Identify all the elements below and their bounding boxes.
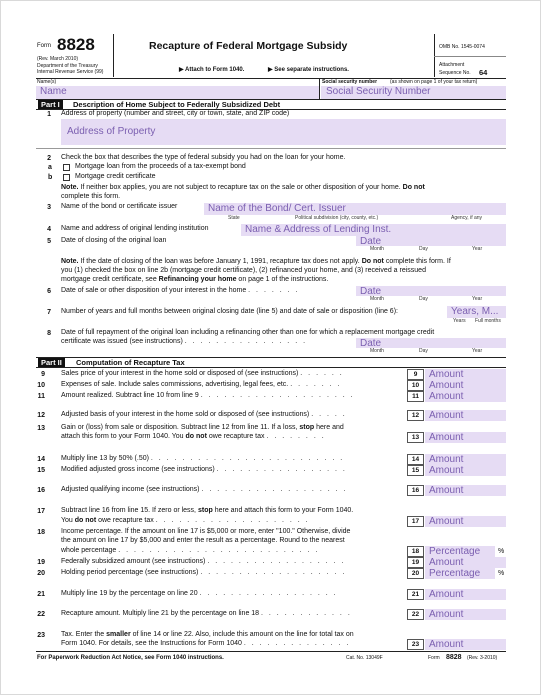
line2b-checkbox[interactable] bbox=[63, 174, 70, 181]
department-line1: Department of the Treasury bbox=[37, 63, 98, 69]
name-input[interactable]: Name bbox=[36, 86, 319, 99]
note1-line2: complete this form. bbox=[61, 193, 121, 200]
line16-label: Adjusted qualifying income (see instructions) . . . . . . . . . . . . . . . . . . . bbox=[61, 486, 348, 493]
line2-label: Check the box that describes the type of federal subsidy you had on the loan for your home. bbox=[61, 154, 346, 161]
line22-amount-input[interactable]: Amount bbox=[425, 609, 506, 620]
omb-number: OMB No. 1545-0074 bbox=[439, 44, 485, 50]
line18-percent-sign: % bbox=[498, 548, 505, 555]
lender-input[interactable]: Name & Address of Lending Inst. bbox=[241, 224, 506, 236]
line3-label: Name of the bond or certificate issuer bbox=[61, 203, 178, 210]
sequence-number: 64 bbox=[479, 68, 488, 77]
line14-label: Multiply line 13 by 50% (.50) . . . . . . . . . . . . . . . . . . . . . . . . . bbox=[61, 455, 345, 462]
line19-amount-input[interactable]: Amount bbox=[425, 557, 506, 568]
ssn-note: (as shown on page 1 of your tax return) bbox=[390, 79, 478, 85]
note2-line1: Note. If the date of closing of the loan was before January 1, 1991, recapture tax does not apply. Do not complete this form. If bbox=[61, 258, 451, 265]
footer-form-label: Form bbox=[428, 655, 440, 661]
line15-amount-input[interactable]: Amount bbox=[425, 465, 506, 476]
line20-percentage-input[interactable]: Percentage bbox=[425, 568, 495, 579]
line17-label-1: Subtract line 16 from line 15. If zero or less, stop here and attach this form to your Form 1040. bbox=[61, 507, 354, 514]
line6-label: Date of sale or other disposition of your interest in the home . . . . . . . bbox=[61, 287, 300, 294]
part1-label: Part I bbox=[38, 100, 63, 110]
footer-form-number: 8828 bbox=[446, 654, 462, 661]
line2a-checkbox[interactable] bbox=[63, 164, 70, 171]
paperwork-notice: For Paperwork Reduction Act Notice, see Form 1040 instructions. bbox=[37, 655, 224, 661]
line9-amount-input[interactable]: Amount bbox=[425, 369, 506, 380]
sequence-label: Sequence No. bbox=[439, 70, 471, 76]
footer-revision: (Rev. 3-2010) bbox=[467, 655, 498, 661]
line17-amount-input[interactable]: Amount bbox=[425, 516, 506, 527]
line11-amount-input[interactable]: Amount bbox=[425, 391, 506, 402]
ssn-input[interactable]: Social Security Number bbox=[321, 86, 506, 99]
revision-date: (Rev. March 2010) bbox=[37, 56, 79, 62]
line15-label: Modified adjusted gross income (see instructions) . . . . . . . . . . . . . . . . . bbox=[61, 466, 347, 473]
line13-amount-input[interactable]: Amount bbox=[425, 432, 506, 443]
note1-line1: Note. If neither box applies, you are not subject to recapture tax on the sale or other disposition of your home. Do not bbox=[61, 184, 425, 191]
line9-label: Sales price of your interest in the home sold or disposed of (see instructions) . . . . . . bbox=[61, 370, 344, 377]
line10-amount-input[interactable]: Amount bbox=[425, 380, 506, 391]
line13-label-1: Gain or (loss) from sale or disposition. Subtract line 12 from line 11. If a loss, stop here and bbox=[61, 424, 344, 431]
line8-label-2: certificate was issued (see instructions) . . . . . . . . . . . . . . . . bbox=[61, 338, 308, 345]
note2-line3: mortgage credit certificate, see Refinancing your home on page 1 of the instructions. bbox=[61, 276, 329, 283]
line11-label: Amount realized. Subtract line 10 from line 9 . . . . . . . . . . . . . . . . . . . . bbox=[61, 392, 355, 399]
line10-label: Expenses of sale. Include sales commissions, advertising, legal fees, etc. . . . . . . . bbox=[61, 381, 342, 388]
line13-label-2: attach this form to your Form 1040. You do not owe recapture tax . . . . . . . . bbox=[61, 433, 326, 440]
names-label: Name(s) bbox=[37, 79, 57, 85]
form-page: Form 8828 (Rev. March 2010) Department of the Treasury Internal Revenue Service (99) Recapture of Federal Mortgage Subsidy ▶ Attach to Form 1040. ▶ See separate instructions. OMB No. 1545-0074 Attachment Sequence No. 64 Name(s) Social security number (as shown on page 1 of your tax return) Name Social Security Number Part I Description of Home Subject to Federally Subsidized Debt 1 Address of property (number and street, city or town, state, and ZIP code) Address of Property 2 Check the box that describes the type of federal subsidy you had on the loan for your home. a Mortgage loan from the proceeds of a tax-exempt bond b Mortgage credit certificate Note. If neither box applies, you are not subject to recapture tax on the sale or other disposition of your home. Do not complete this form. 3 Name of the bond or certificate issuer Name of the Bond/ Cert. Issuer State Political subdivision (city, county, etc.) Agency, if any 4 Name and address of original lending institution Name & Address of Lending Inst. 5 Date of closing of the original loan Date Month Day Year Note. If the date of closing of the loan was before January 1, 1991, recapture tax does not apply. Do not complete this form. If you (1) checked the box on line 2b (mortgage credit certificate), (2) refinanced your home, and (3) received a reissued mortgage credit certificate, see Refinancing your home on page 1 of the instructions. 6 Date of sale or other disposition of your interest in the home . . . . . . . Date Month Day Year 7 Number of years and full months between original closing date (line 5) and date of sale or disposition (line 6): Years, M... Years Full months 8 Date of full repayment of the original loan including a refinancing other than one for which a replacement mortgage credit certificate was issued (see instructions) . . . . . . . . . . . . . . . . Date Month Day Year Part II Computation of Recapture Tax 9 Sales price of your interest in the home sold or disposed of (see instructions) . . . . . . 9 Amount 10 Expenses of sale. Include sales commissions, advertising, legal fees, etc. . . . . . . . 10 Amount 11 Amount realized. Subtract line 10 from line 9 . . . . . . . . . . . . . . . . . . . . 11 Amount 12 Adjusted basis of your interest in the home sold or disposed of (see instructions) . . . . . 12 Amount 13 Gain or (loss) from sale or disposition. Subtract line 12 from line 11. If a loss, stop here and attach this form to your Form 1040. You do not owe recapture tax . . . . . . . . 13 Amount 14 Multiply line 13 by 50% (.50) . . . . . . . . . . . . . . . . . . . . . . . . . 14 Amount 15 Modified adjusted gross income (see instructions) . . . . . . . . . . . . . . . . . 15 Amount 16 Adjusted qualifying income (see instructions) . . . . . . . . . . . . . . . . . . . 16 Amount 17 Subtract line 16 from line 15. If zero or less, stop here and attach this form to your Form 1040. You do not owe recapture tax . . . . . . . . . . . . . . . . . . . . 17 Amount 18 Income percentage. If the amount on line 17 is $5,000 or more, enter "100." Otherwise, divide the amount on line 17 by $5,000 and enter the result as a percentage. Round to the nearest whole percentage . . . . . . . . . . . . . . . . . . . . . . . . . . 18 Percentage % 19 Federally subsidized amount (see instructions) . . . . . . . . . . . . . . . . . . 19 Amount 20 Holding period percentage (see instructions) . . . . . . . . . . . . . . . . . . . 20 Percentage % 21 Multiply line 19 by the percentage on line 20 . . . . . . . . . . . . . . . . . . 21 Amount 22 Recapture amount. Multiply line 21 by the percentage on line 18 . . . . . . . . . . . . 22 Amount 23 Tax. Enter the smaller of line 14 or line 22. Also, include this amount on the line for total tax on Form 1040. For details, see the Instructions for Form 1040 . . . . . . . . . . . . . . 23 Amount For Paperwork Reduction Act Notice, see Form 1040 instructions. Cat. No. 13049F Form 8828 (Rev. 3-2010) bbox=[0, 0, 541, 695]
line14-amount-input[interactable]: Amount bbox=[425, 454, 506, 465]
form-number: 8828 bbox=[57, 35, 95, 54]
form-label: Form bbox=[37, 43, 51, 49]
line18-label-3: whole percentage . . . . . . . . . . . . . . . . . . . . . . . . . . bbox=[61, 547, 320, 554]
note2-line2: you (1) checked the box on line 2b (mortgage credit certificate), (2) refinanced your home, and (3) received a reissued bbox=[61, 267, 426, 274]
line20-percent-sign: % bbox=[498, 570, 505, 577]
years-months-input[interactable]: Years, M... bbox=[447, 306, 506, 318]
line5-label: Date of closing of the original loan bbox=[61, 237, 167, 244]
line18-percentage-input[interactable]: Percentage bbox=[425, 546, 495, 557]
line2b-label: Mortgage credit certificate bbox=[75, 173, 156, 180]
line19-label: Federally subsidized amount (see instructions) . . . . . . . . . . . . . . . . . . bbox=[61, 558, 346, 565]
line18-label-2: the amount on line 17 by $5,000 and enter the result as a percentage. Round to the nearest bbox=[61, 537, 345, 544]
line23-label-2: Form 1040. For details, see the Instructions for Form 1040 . . . . . . . . . . . . . . bbox=[61, 640, 351, 647]
part2-title: Computation of Recapture Tax bbox=[76, 358, 185, 367]
separate-instructions: ▶ See separate instructions. bbox=[268, 67, 349, 73]
catalog-number: Cat. No. 13049F bbox=[346, 655, 383, 661]
line22-label: Recapture amount. Multiply line 21 by the percentage on line 18 . . . . . . . . . . . . bbox=[61, 610, 352, 617]
line18-label-1: Income percentage. If the amount on line 17 is $5,000 or more, enter "100." Otherwise, divide bbox=[61, 528, 351, 535]
line1-label: Address of property (number and street, city or town, state, and ZIP code) bbox=[61, 110, 290, 117]
attachment-label: Attachment bbox=[439, 62, 465, 68]
issuer-input[interactable]: Name of the Bond/ Cert. Issuer bbox=[204, 203, 506, 215]
line23-label-1: Tax. Enter the smaller of line 14 or line 22. Also, include this amount on the line for total tax on bbox=[61, 631, 354, 638]
line2a-label: Mortgage loan from the proceeds of a tax-exempt bond bbox=[75, 163, 246, 170]
line12-amount-input[interactable]: Amount bbox=[425, 410, 506, 421]
form-title: Recapture of Federal Mortgage Subsidy bbox=[149, 40, 348, 52]
line7-label: Number of years and full months between original closing date (line 5) and date of sale or disposition (line 6): bbox=[61, 308, 398, 315]
line21-amount-input[interactable]: Amount bbox=[425, 589, 506, 600]
line20-label: Holding period percentage (see instructions) . . . . . . . . . . . . . . . . . . . bbox=[61, 569, 347, 576]
part1-title: Description of Home Subject to Federally Subsidized Debt bbox=[73, 100, 281, 109]
attach-instruction: ▶ Attach to Form 1040. bbox=[179, 67, 245, 73]
line23-amount-input[interactable]: Amount bbox=[425, 639, 506, 650]
line16-amount-input[interactable]: Amount bbox=[425, 485, 506, 496]
sale-date-input[interactable]: Date bbox=[356, 286, 506, 296]
line21-label: Multiply line 19 by the percentage on line 20 . . . . . . . . . . . . . . . . . . bbox=[61, 590, 338, 597]
repayment-date-input[interactable]: Date bbox=[356, 338, 506, 348]
department-line2: Internal Revenue Service (99) bbox=[37, 69, 104, 75]
address-input[interactable]: Address of Property bbox=[61, 119, 506, 145]
ssn-label: Social security number bbox=[322, 79, 378, 85]
line12-label: Adjusted basis of your interest in the home sold or disposed of (see instructions) . . . . . bbox=[61, 411, 347, 418]
closing-date-input[interactable]: Date bbox=[356, 236, 506, 246]
line17-label-2: You do not owe recapture tax . . . . . . . . . . . . . . . . . . . . bbox=[61, 517, 310, 524]
part2-label: Part II bbox=[38, 358, 65, 368]
line4-label: Name and address of original lending institution bbox=[61, 225, 209, 232]
line8-label-1: Date of full repayment of the original loan including a refinancing other than one for which a replacement mortgage credit bbox=[61, 329, 435, 336]
